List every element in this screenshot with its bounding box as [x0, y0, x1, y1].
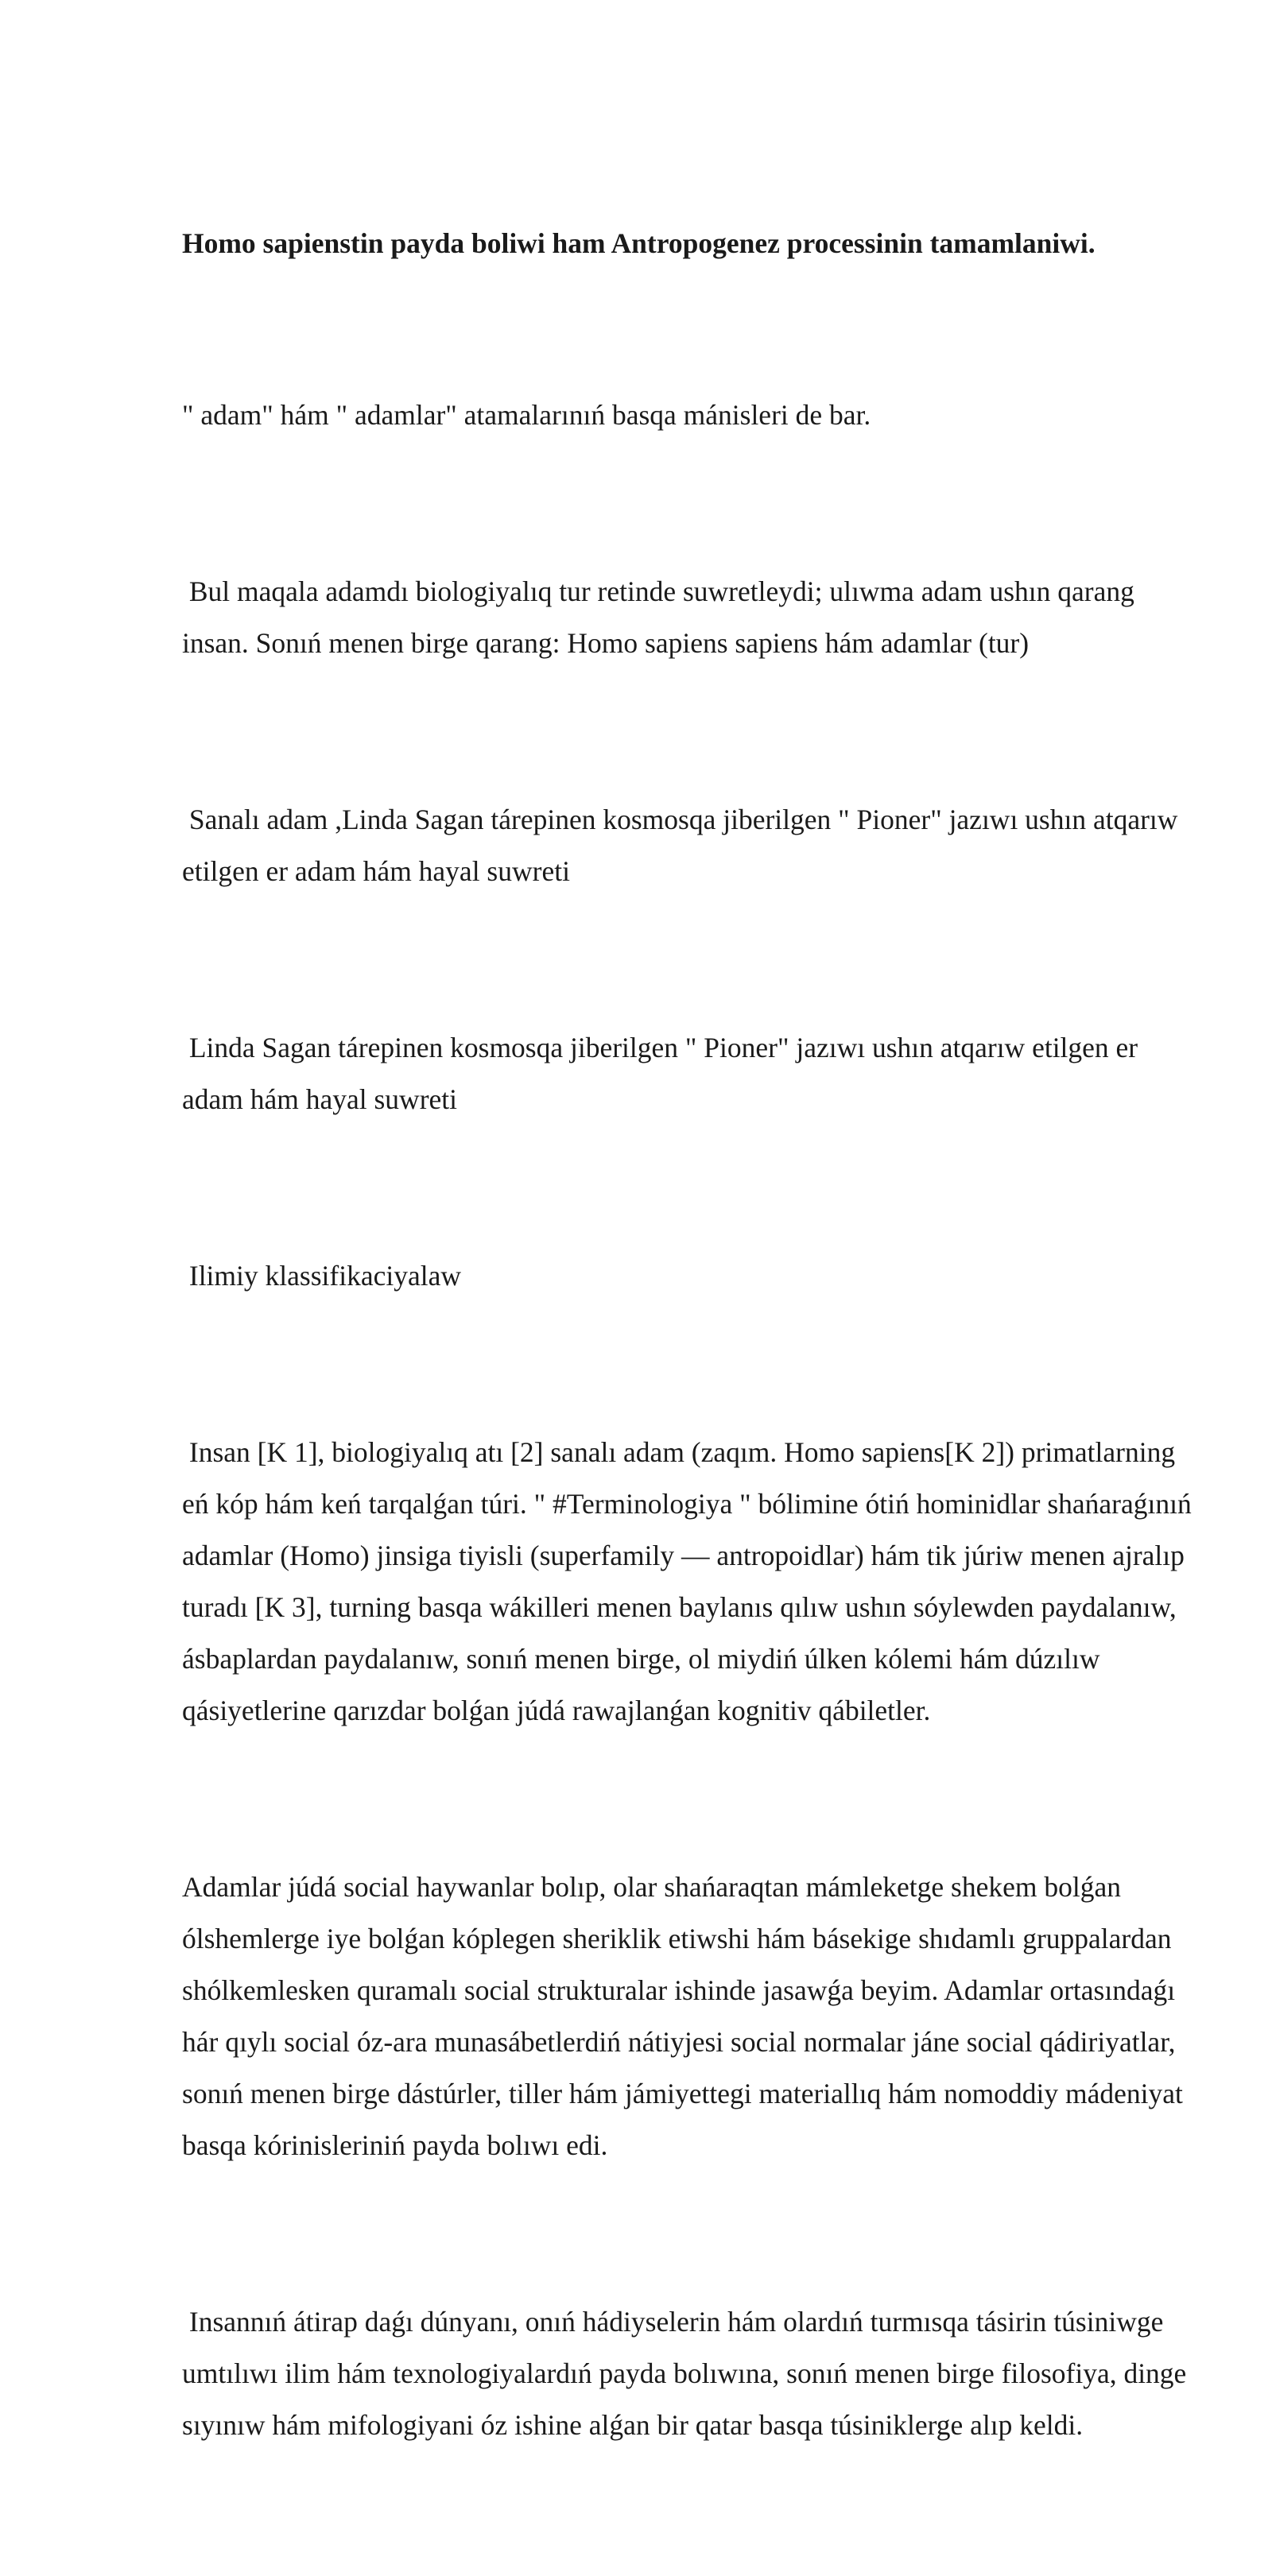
- paragraph: " adam" hám " adamlar" atamalarınıń basqa mánisleri de bar.: [182, 399, 871, 431]
- paragraph: Ilimiy klassifikaciyalaw: [182, 1260, 461, 1292]
- paragraph: Sanalı adam ,Linda Sagan tárepinen kosmosqa jiberilgen " Pioner" jazıwı ushın atqarıw etilgen er adam hám hayal suwreti: [182, 804, 1185, 887]
- paragraph: Bul maqala adamdı biologiyalıq tur retinde suwretleydi; ulıwma adam ushın qarang insan. Sonıń menen birge qarang: Homo sapiens sapiens hám adamlar (tur): [182, 575, 1142, 659]
- paragraph: Insan [K 1], biologiyalıq atı [2] sanalı adam (zaqım. Homo sapiens[K 2]) primatlarning eń kóp hám keń tarqalǵan túri. " #Terminologiya " bólimine ótiń hominidlar shańaraǵınıń adamlar (Homo) jinsiga tiyisli (superfamily — antropoidlar) hám tik júriw menen ajralıp turadı [K 3], turning basqa wákilleri menen baylanıs qılıw ushın sóylewden paydalanıw, ásbaplardan paydalanıw, sonıń menen birge, ol miydiń úlken kólemi hám dúzılıw qásiyetlerine qarızdar bolǵan júdá rawajlanǵan kognitiv qábiletler.: [182, 1436, 1199, 1726]
- paragraph: Insannıń átirap daǵı dúnyanı, onıń hádiyselerin hám olardıń turmısqa tásirin túsiniwge umtılıwı ilim hám texnologiyalardıń payda bolıwına, sonıń menen birge filosofiya, dinge sıyınıw hám mifologiyani óz ishine alǵan bir qatar basqa túsiniklerge alıp keldi.: [182, 2306, 1194, 2441]
- document-title: Homo sapienstin payda boliwi ham Antropogenez processinin tamamlaniwi.: [182, 227, 1096, 259]
- paragraph: Linda Sagan tárepinen kosmosqa jiberilgen " Pioner" jazıwı ushın atqarıw etilgen er adam hám hayal suwreti: [182, 1032, 1146, 1115]
- document-body: [182, 118, 1204, 2576]
- paragraph: Adamlar júdá social haywanlar bolıp, olar shańaraqtan mámleketge shekem bolǵan ólshemlerge iye bolǵan kóplegen sheriklik etiwshi hám básekige shıdamlı gruppalardan shólkemlesken quramalı social strukturalar ishinde jasawǵa beyim. Adamlar ortasındaǵı hár qıylı social óz-ara munasábetlerdiń nátiyjesi social normalar jáne social qádiriyatlar, sonıń menen birge dástúrler, tiller hám jámiyettegi materiallıq hám nomoddiy mádeniyat basqa kórinisleriniń payda bolıwı edi.: [182, 1871, 1190, 2161]
